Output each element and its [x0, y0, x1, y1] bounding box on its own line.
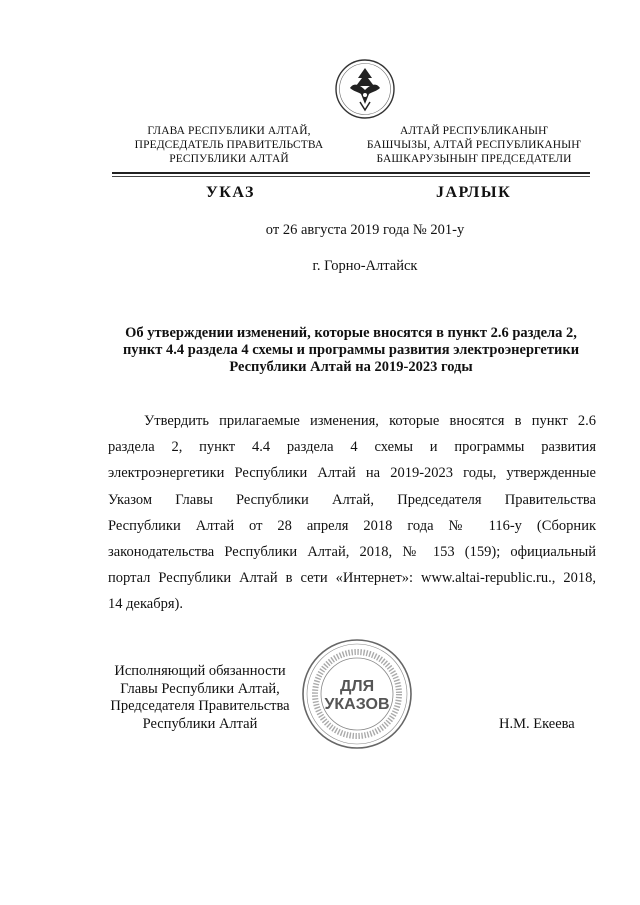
signature-position-line: Главы Республики Алтай,	[120, 680, 280, 697]
body-line: портал Республики Алтай в сети «Интернет»: www.altai-republic.ru., 2018,	[108, 570, 596, 587]
header-rule	[112, 172, 590, 174]
document-title	[108, 325, 594, 376]
header-left-line: РЕСПУБЛИКИ АЛТАЙ	[169, 153, 289, 165]
stamp-text-line: УКАЗОВ	[324, 696, 390, 713]
title-line: Об утверждении изменений, которые вносятся в пункт 2.6 раздела 2,	[125, 325, 577, 341]
stamp-seal	[300, 637, 414, 751]
signature-position-line: Республики Алтай	[142, 715, 258, 732]
document-type-left: УКАЗ	[206, 184, 255, 201]
document-date: от 26 августа 2019 года № 201-у	[265, 222, 465, 238]
signer-name: Н.М. Екеева	[499, 716, 575, 732]
header-right	[356, 124, 592, 166]
signature-position-line: Председателя Правительства	[110, 698, 290, 714]
signature-position-line: Исполняющий обязанности	[114, 663, 286, 679]
document-city: г. Горно-Алтайск	[312, 258, 418, 274]
body-line: Утвердить прилагаемые изменения, которые вносятся в пункт 2.6	[144, 413, 596, 429]
header-left	[118, 124, 340, 166]
body-line: Указом Главы Республики Алтай, Председателя Правительства	[108, 491, 596, 508]
header-left-line: ГЛАВА РЕСПУБЛИКИ АЛТАЙ,	[147, 125, 311, 137]
header-rule-thin	[112, 176, 590, 177]
header-right-line: БАШЧЫЗЫ, АЛТАЙ РЕСПУБЛИКАНЫҤ	[366, 139, 582, 151]
body-line: раздела 2, пункт 4.4 раздела 4 схемы и программы развития	[108, 439, 596, 456]
body-line: Республики Алтай от 28 апреля 2018 года № 116-у (Сборник	[108, 517, 596, 534]
stamp-text	[300, 678, 414, 714]
header-right-line: БАШКАРУЗЫНЫҤ ПРЕДСЕДАТЕЛИ	[376, 153, 572, 165]
document-type-right: JАРЛЫК	[436, 184, 512, 201]
header-right-line: АЛТАЙ РЕСПУБЛИКАНЫҤ	[400, 125, 548, 137]
body-line: законодательства Республики Алтай, 2018, № 153 (159); официальный	[108, 544, 596, 561]
signature-position	[100, 663, 300, 733]
title-line: Республики Алтай на 2019-2023 годы	[229, 359, 473, 375]
body-line: электроэнергетики Республики Алтай на 2019-2023 годы, утвержденные	[108, 465, 596, 482]
document-body	[108, 408, 596, 618]
header-left-line: ПРЕДСЕДАТЕЛЬ ПРАВИТЕЛЬСТВА	[134, 139, 324, 151]
title-line: пункт 4.4 раздела 4 схемы и программы развития электроэнергетики	[122, 342, 580, 358]
body-line: 14 декабря).	[108, 596, 183, 613]
coat-of-arms-icon	[334, 58, 396, 120]
stamp-text-line: ДЛЯ	[339, 678, 375, 695]
